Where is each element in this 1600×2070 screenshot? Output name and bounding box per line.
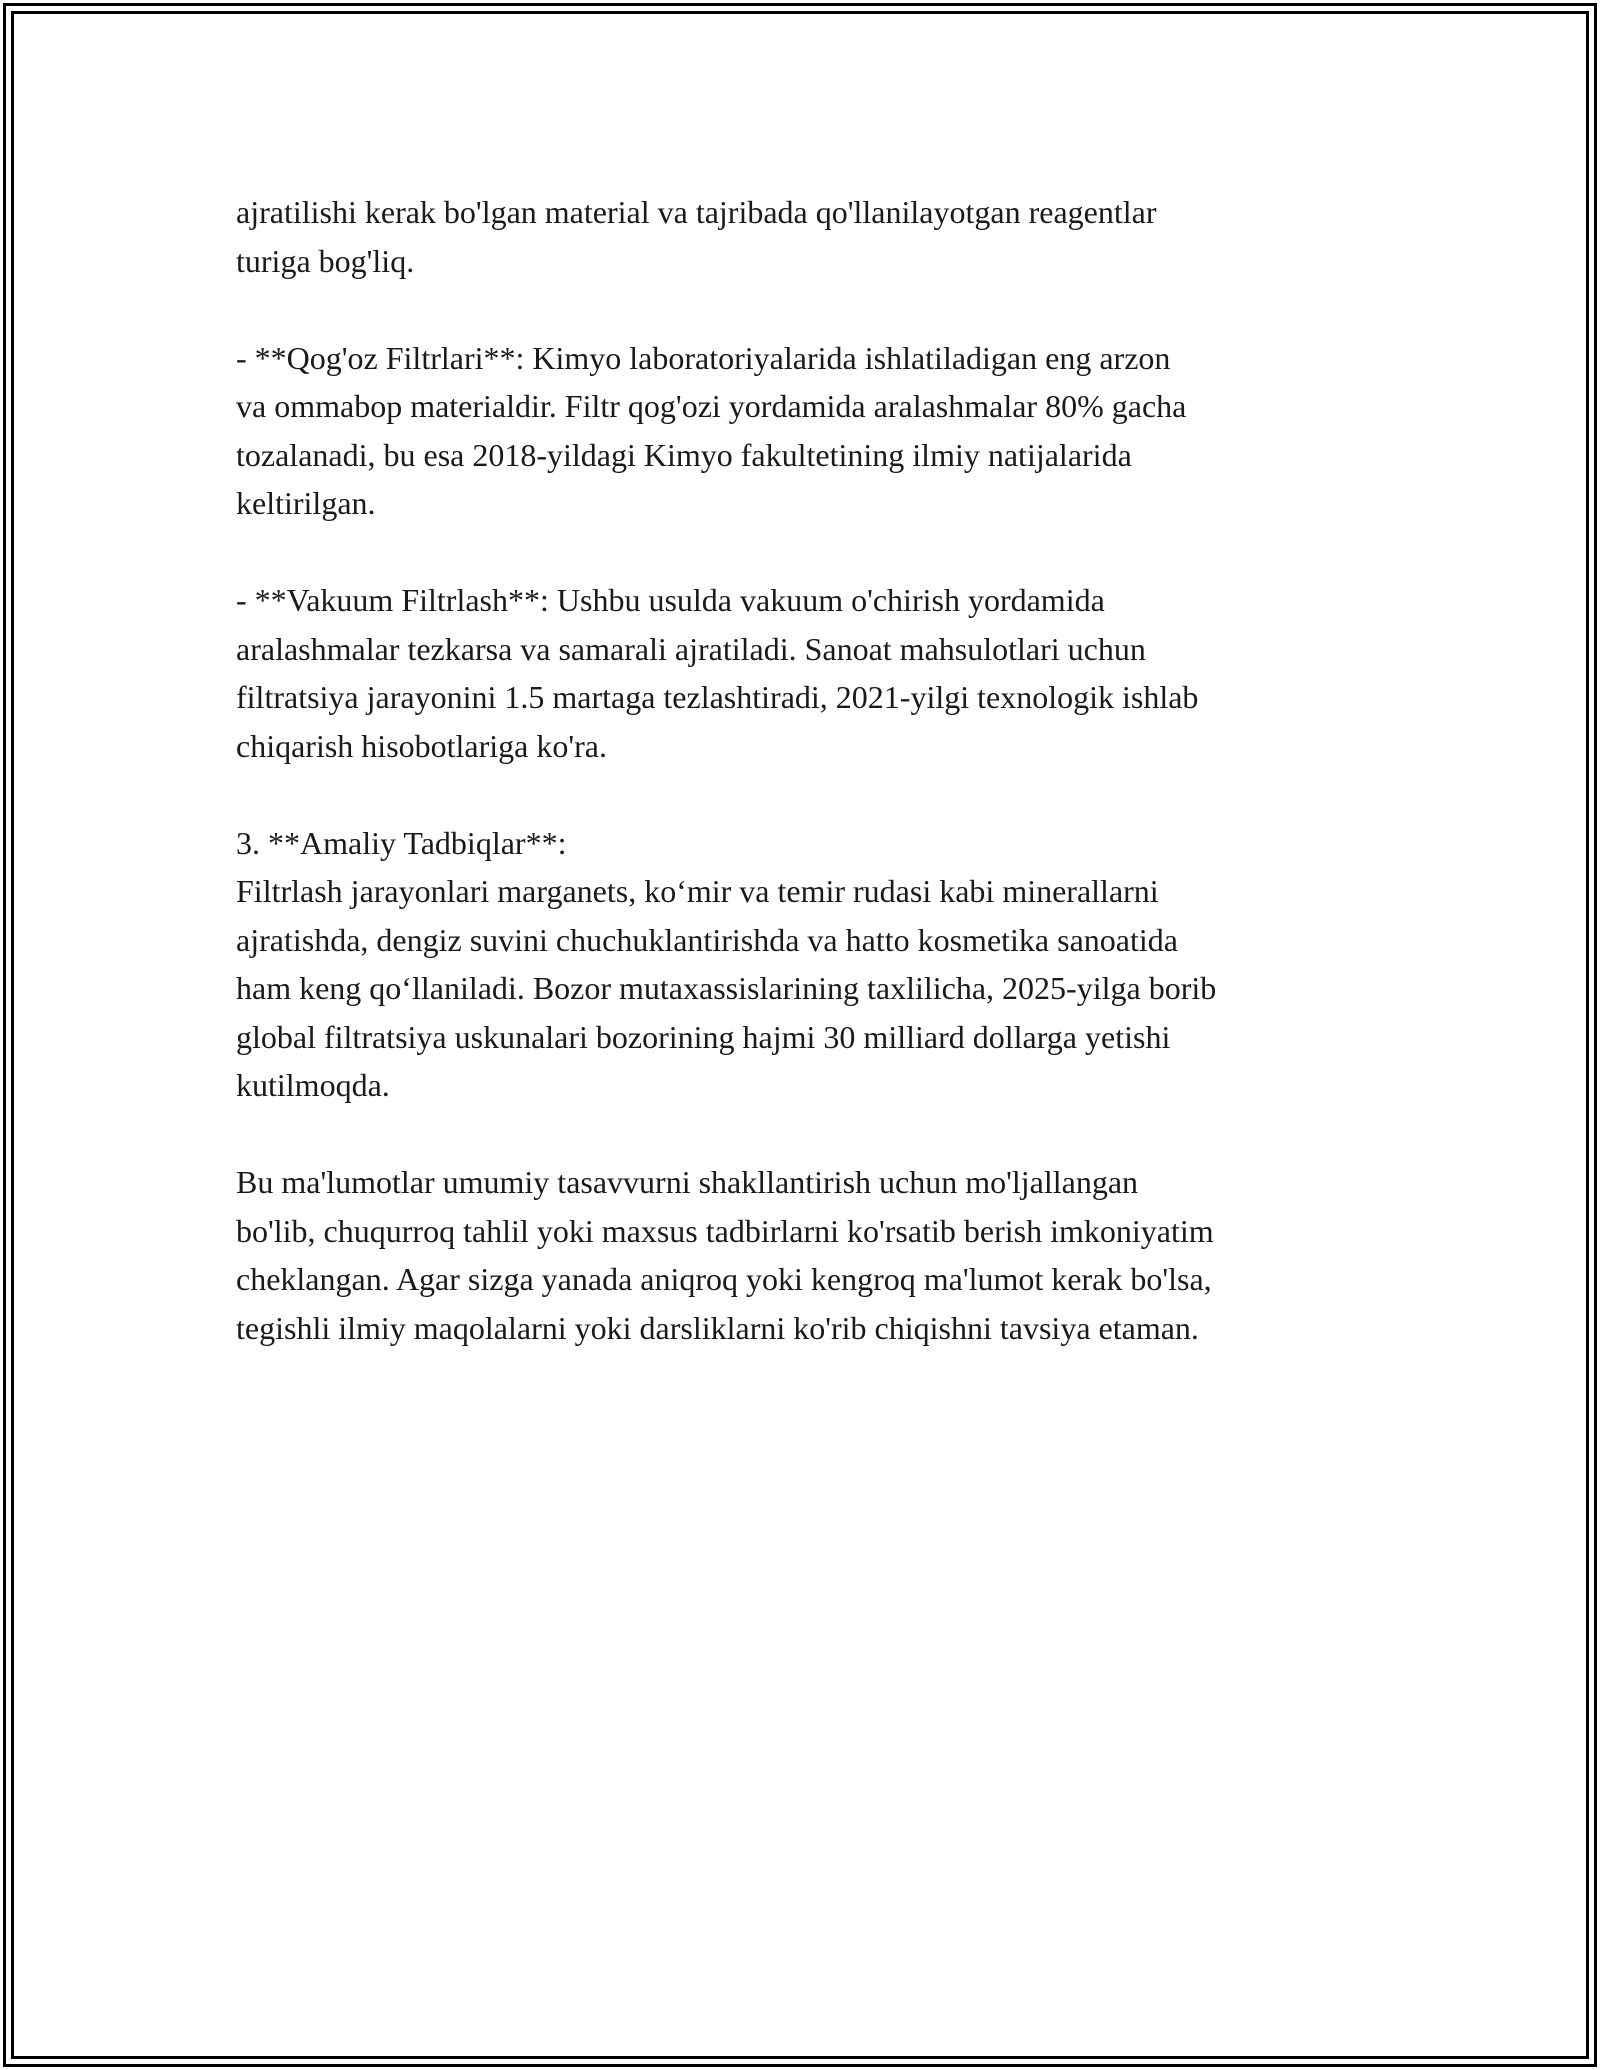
paragraph-paper-filters: - **Qog'oz Filtrlari**: Kimyo laboratoriyalarida ishlatiladigan eng arzon va ommabop materialdir. Filtr qog'ozi yordamida aralashmalar 80% gacha tozalanadi, bu esa 2018-yildagi Kimyo fakultetining ilmiy natijalarida keltirilgan. (236, 339, 1187, 521)
paragraph-continuation: ajratilishi kerak bo'lgan material va tajribada qo'llanilayotgan reagentlar turiga bog'liq. (236, 194, 1157, 279)
paragraph-practical-applications: 3. **Amaliy Tadbiqlar**: Filtrlash jarayonlari marganets, ko‘mir va temir rudasi kabi minerallarni ajratishda, dengiz suvini chuchuklantirishda va hatto kosmetika sanoatida ham keng qo‘llaniladi. Bozor mutaxassislarining taxlilicha, 2025-yilga borib global filtratsiya uskunalari bozorining hajmi 30 milliard dollarga yetishi kutilmoqda. (236, 824, 1217, 1103)
paragraph-conclusion: Bu ma'lumotlar umumiy tasavvurni shakllantirish uchun mo'ljallangan bo'lib, chuqurroq tahlil yoki maxsus tadbirlarni ko'rsatib berish imkoniyatim cheklangan. Agar sizga yanada aniqroq yoki kengroq ma'lumot kerak bo'lsa, tegishli ilmiy maqolalarni yoki darsliklarni ko'rib chiqishni tavsiya etaman. (236, 1164, 1214, 1346)
paragraph-vacuum-filtration: - **Vakuum Filtrlash**: Ushbu usulda vakuum o'chirish yordamida aralashmalar tezkarsa va samarali ajratiladi. Sanoat mahsulotlari uchun filtratsiya jarayonini 1.5 martaga tezlashtiradi, 2021-yilgi texnologik ishlab chiqarish hisobotlariga ko'ra. (236, 582, 1199, 764)
document-body (236, 188, 1376, 1401)
